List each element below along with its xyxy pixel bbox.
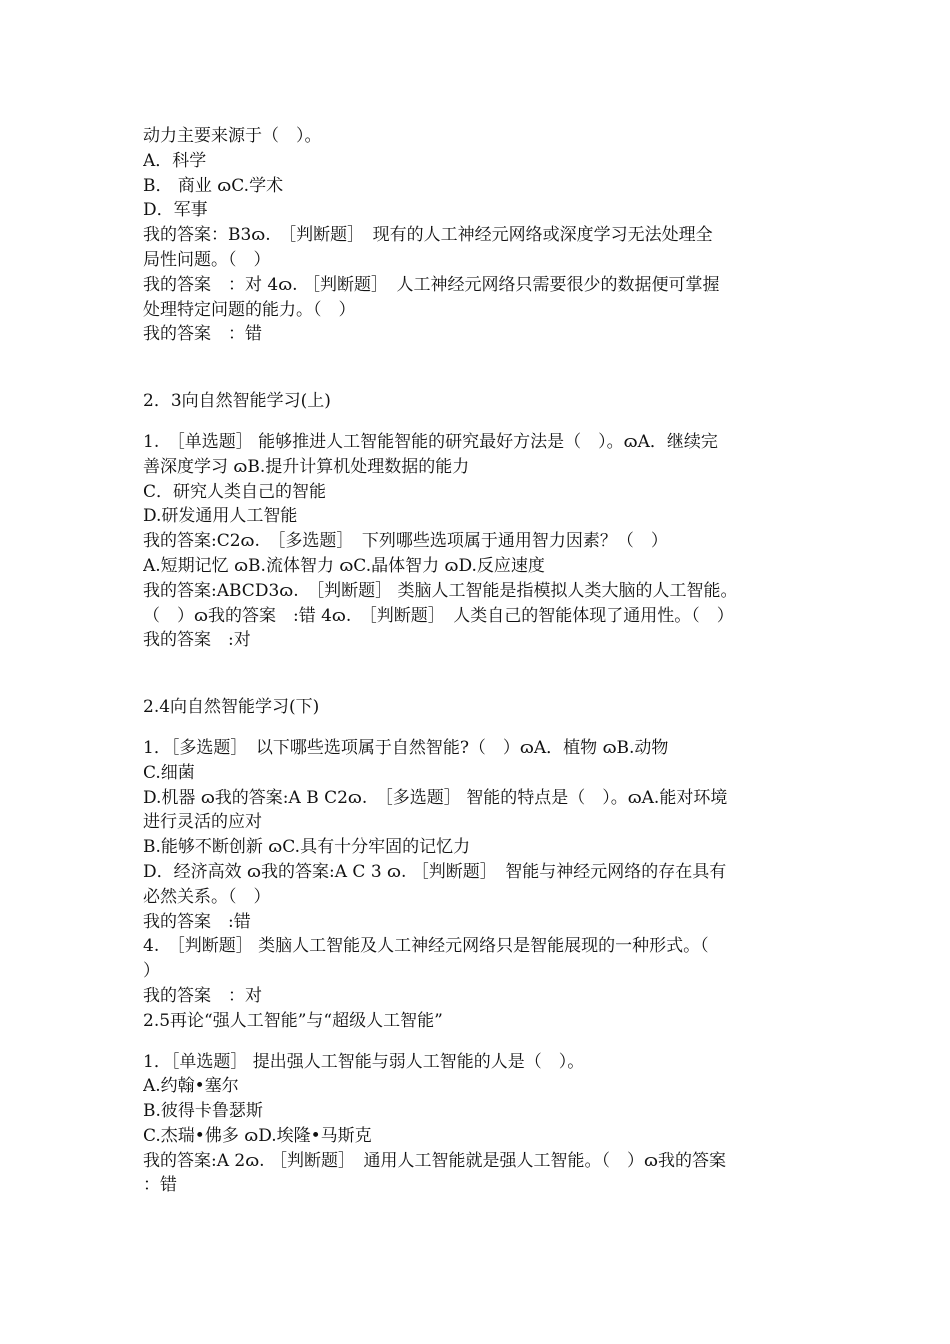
- text-line: A.短期记忆 ɷB.流体智力 ɷC.晶体智力 ɷD.反应速度: [143, 555, 545, 576]
- text-line: ）: [143, 961, 160, 982]
- text-line: 4. ［判断题］ 类脑人工智能及人工神经元网络只是智能展现的一种形式。（: [143, 936, 709, 957]
- text-line: 我的答案 ：错: [143, 324, 262, 345]
- text-line: 我的答案 ：对: [143, 985, 262, 1006]
- text-line: B． 商业 ɷC.学术: [143, 175, 284, 196]
- text-line: 我的答案 :对: [143, 630, 251, 651]
- text-line: C.细菌: [143, 762, 195, 783]
- text-line: 我的答案 :错: [143, 911, 251, 932]
- text-line: 我的答案：B3ɷ. ［判断题］ 现有的人工神经元网络或深度学习无法处理全: [143, 225, 713, 246]
- section-heading-2-3: 2．3向自然智能学习(上): [143, 391, 331, 412]
- text-line: 1．［单选题］ 提出强人工智能与弱人工智能的人是（ ）。: [143, 1051, 585, 1072]
- text-line: D.研发通用人工智能: [143, 506, 298, 527]
- text-line: D．军事: [143, 200, 208, 221]
- text-line: 处理特定问题的能力。（ ）: [143, 299, 356, 320]
- text-line: 我的答案:ABCD3ɷ. ［判断题］ 类脑人工智能是指模拟人类大脑的人工智能。: [143, 580, 738, 601]
- text-line: 必然关系。（ ）: [143, 886, 271, 907]
- text-line: 善深度学习 ɷB.提升计算机处理数据的能力: [143, 456, 470, 477]
- text-line: C．研究人类自己的智能: [143, 481, 327, 502]
- section-heading-2-5: 2.5再论“强人工智能”与“超级人工智能”: [143, 1010, 443, 1031]
- text-line: B.能够不断创新 ɷC.具有十分牢固的记忆力: [143, 837, 471, 858]
- text-line: C.杰瑞•佛多 ɷD.埃隆•马斯克: [143, 1125, 372, 1146]
- text-line: D.机器 ɷ我的答案:A B C2ɷ. ［多选题］ 智能的特点是（ ）。ɷA.能对环境: [143, 787, 728, 808]
- text-line: 我的答案:C2ɷ. ［多选题］ 下列哪些选项属于通用智力因素？（ ）: [143, 531, 668, 552]
- text-line: ：错: [143, 1175, 177, 1196]
- text-line: D．经济高效 ɷ我的答案:A C 3 ɷ. ［判断题］ 智能与神经元网络的存在具有: [143, 861, 727, 882]
- text-line: （ ）ɷ我的答案 :错 4ɷ. ［判断题］ 人类自己的智能体现了通用性。（ ）: [143, 605, 734, 626]
- text-line: 动力主要来源于（ ）。: [143, 126, 322, 146]
- text-line: 1. ［单选题］ 能够推进人工智能智能的研究最好方法是（ ）。ɷA．继续完: [143, 431, 718, 452]
- document-body: [143, 124, 808, 1198]
- text-line: A.约翰•塞尔: [143, 1076, 239, 1097]
- section-heading-2-4: 2.4向自然智能学习(下): [143, 697, 320, 718]
- text-line: 我的答案 ：对 4ɷ. ［判断题］ 人工神经元网络只需要很少的数据便可掌握: [143, 274, 720, 295]
- text-line: B.彼得卡鲁瑟斯: [143, 1101, 263, 1122]
- text-line: 我的答案:A 2ɷ. ［判断题］ 通用人工智能就是强人工智能。（ ）ɷ我的答案: [143, 1150, 726, 1171]
- text-line: 1．［多选题］ 以下哪些选项属于自然智能?（ ）ɷA．植物 ɷB.动物: [143, 737, 669, 758]
- text-line: A．科学: [143, 150, 207, 171]
- text-line: 进行灵活的应对: [143, 812, 262, 833]
- text-line: 局性问题。（ ）: [143, 249, 271, 270]
